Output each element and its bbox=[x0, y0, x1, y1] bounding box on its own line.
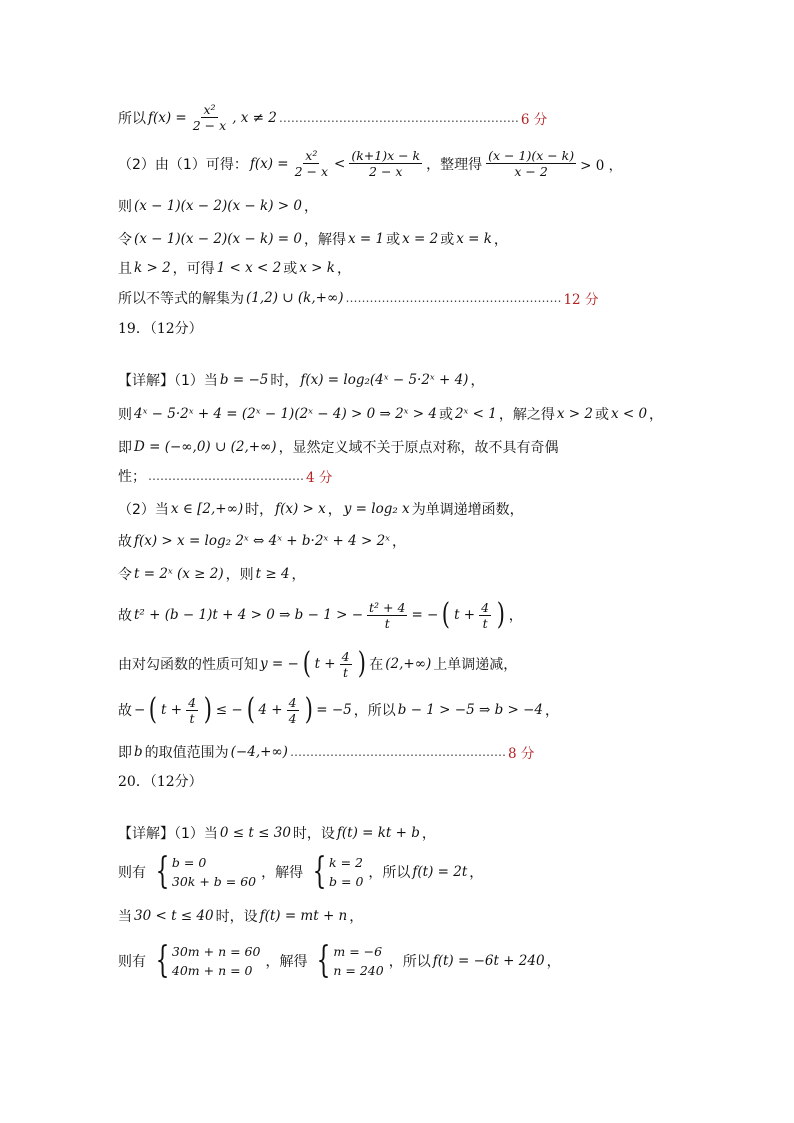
text: 则 bbox=[118, 199, 132, 215]
text: ，解得 bbox=[261, 865, 304, 881]
leader-dots: ……………………………………………… bbox=[289, 745, 506, 759]
text: ， bbox=[469, 865, 484, 881]
solution-line-11 bbox=[118, 466, 332, 486]
math: b = −5 bbox=[219, 372, 269, 388]
text: 即 bbox=[118, 745, 132, 761]
solution-line-8 bbox=[118, 370, 484, 390]
text: ， bbox=[545, 703, 560, 719]
math: (2,+∞) bbox=[385, 656, 432, 672]
text: 或 bbox=[386, 232, 401, 248]
equation-system: { m = −6 n = 240 bbox=[317, 940, 384, 981]
text: 或 bbox=[594, 407, 609, 423]
math: t = 2ˣ (x ≥ 2) bbox=[134, 566, 224, 582]
text: 故 bbox=[118, 608, 132, 624]
open-paren: ( bbox=[246, 692, 255, 727]
question-19-heading bbox=[118, 318, 203, 338]
solution-line-10 bbox=[118, 437, 559, 457]
math: 2ˣ < 1 bbox=[454, 406, 497, 422]
text: 的取值范围为 bbox=[144, 745, 229, 761]
score-label: 12 分 bbox=[563, 292, 599, 308]
math: f(x) > x = log₂ 2ˣ ⇔ 4ˣ + b·2ˣ + 4 > 2ˣ bbox=[134, 533, 390, 549]
solution-line-17 bbox=[118, 693, 559, 727]
text: ， bbox=[508, 608, 523, 624]
solution-line-4 bbox=[118, 229, 508, 249]
open-paren: ( bbox=[149, 692, 158, 727]
math: (x − 1)(x − 2)(x − k) > 0 bbox=[134, 198, 302, 214]
text: 或 bbox=[438, 407, 453, 423]
text: （2）当 bbox=[118, 502, 169, 518]
text: ，则 bbox=[225, 567, 254, 583]
solution-line-1 bbox=[118, 102, 547, 133]
solution-line-23 bbox=[118, 941, 561, 981]
math: f(x) > x bbox=[275, 501, 326, 517]
solution-line-16 bbox=[118, 647, 517, 681]
math: 4 + bbox=[258, 702, 283, 718]
math: y = − bbox=[260, 656, 299, 672]
text: 时， bbox=[270, 373, 299, 389]
math: x = 2 bbox=[402, 231, 439, 247]
math: x = k bbox=[456, 231, 492, 247]
math: x > k bbox=[299, 260, 335, 276]
text: ， bbox=[493, 232, 508, 248]
fraction: $\frac{\text{t² + 4}}{t}$ bbox=[369, 599, 406, 631]
text: ， bbox=[349, 909, 364, 925]
text: 故 bbox=[118, 534, 132, 550]
score-label: 8 分 bbox=[507, 746, 535, 762]
text: ，所以 bbox=[368, 865, 411, 881]
text: 为单调递增函数， bbox=[411, 502, 524, 518]
close-paren: ) bbox=[304, 692, 313, 727]
math: 1 < x < 2 bbox=[216, 260, 282, 276]
text: （2）由（1）可得： bbox=[118, 156, 248, 173]
math: < bbox=[334, 155, 346, 172]
math: x ∈ [2,+∞) bbox=[170, 501, 244, 517]
text: 所以不等式的解集为 bbox=[118, 291, 244, 307]
text: ，整理得 bbox=[426, 156, 483, 173]
math: f(x) = log₂(4ˣ − 5·2ˣ + 4) bbox=[300, 372, 469, 388]
leader-dots: ………………………………… bbox=[148, 469, 304, 483]
math: (x − 1)(x − 2)(x − k) = 0 bbox=[134, 231, 302, 247]
fraction: $\frac{4}{t}$ bbox=[481, 599, 490, 631]
math: f(t) = −6t + 240 bbox=[432, 953, 545, 969]
text: 时，设 bbox=[215, 909, 258, 925]
text: 当 bbox=[118, 909, 132, 925]
text: ，解得 bbox=[265, 954, 308, 970]
math: f(x) = bbox=[249, 155, 289, 172]
question-20-heading bbox=[118, 771, 203, 791]
text: 即 bbox=[118, 440, 132, 456]
text: ， bbox=[291, 567, 306, 583]
math: x = 1 bbox=[347, 231, 385, 247]
close-paren: ) bbox=[203, 692, 212, 727]
text: ， bbox=[303, 199, 318, 215]
fraction: $\frac{4}{t}$ bbox=[341, 648, 350, 680]
text: 令 bbox=[118, 232, 132, 248]
solution-line-2 bbox=[118, 148, 622, 179]
math: t² + (b − 1)t + 4 > 0 ⇒ b − 1 > − bbox=[134, 607, 364, 623]
open-paren: ( bbox=[302, 646, 311, 681]
text: 或 bbox=[440, 232, 455, 248]
open-paren: ( bbox=[442, 597, 451, 632]
text: ，所以 bbox=[388, 954, 431, 970]
text: 或 bbox=[283, 261, 298, 277]
math: t ≥ 4 bbox=[255, 566, 290, 582]
left-brace: { bbox=[155, 851, 170, 892]
math: (−4,+∞) bbox=[230, 744, 288, 760]
score-label: 4 分 bbox=[306, 470, 333, 486]
text: 时， bbox=[245, 502, 274, 518]
solution-line-13 bbox=[118, 531, 406, 551]
math: ≤ − bbox=[215, 702, 243, 718]
math: 0 ≤ t ≤ 30 bbox=[219, 825, 291, 841]
solution-line-12 bbox=[118, 499, 524, 519]
math: f(t) = 2t bbox=[412, 864, 468, 880]
solution-line-18 bbox=[118, 742, 534, 762]
text: 所以 bbox=[118, 110, 146, 127]
leader-dots: …………………………………………………… bbox=[278, 110, 519, 125]
text: ，显然定义域不关于原点对称，故不具有奇偶 bbox=[278, 440, 559, 456]
math: t + bbox=[161, 702, 183, 718]
text: 则有 bbox=[118, 954, 146, 970]
math: x > 2 bbox=[556, 406, 593, 422]
left-brace: { bbox=[155, 940, 170, 981]
math: , x ≠ 2 bbox=[232, 109, 277, 126]
question-label: 20．（12分） bbox=[118, 774, 203, 790]
text: ，解之得 bbox=[498, 407, 555, 423]
fraction: $\frac{4}{4}$ bbox=[288, 694, 297, 726]
fraction: $\frac{(x - 1)(x - k)}{x - 2}$ bbox=[488, 148, 575, 179]
text: 【详解】（1）当 bbox=[118, 373, 218, 389]
solution-line-14 bbox=[118, 564, 306, 584]
math: f(t) = mt + n bbox=[259, 908, 348, 924]
close-paren: ) bbox=[496, 597, 506, 632]
text: ， bbox=[327, 502, 342, 518]
question-label: 19．（12分） bbox=[118, 321, 203, 337]
text: ， bbox=[649, 407, 664, 423]
math: 4ˣ − 5·2ˣ + 4 = (2ˣ − 1)(2ˣ − 4) > 0 ⇒ 2ˣ > 4 bbox=[134, 406, 437, 422]
text: ，可得 bbox=[172, 261, 215, 277]
text: ， bbox=[470, 373, 485, 389]
text: 则有 bbox=[118, 865, 146, 881]
text: ， bbox=[391, 534, 406, 550]
solution-line-20 bbox=[118, 823, 436, 843]
math: t + bbox=[454, 607, 476, 623]
text: 令 bbox=[118, 567, 132, 583]
left-brace: { bbox=[312, 851, 327, 892]
math: f(t) = kt + b bbox=[336, 825, 420, 841]
text: ，所以 bbox=[353, 703, 396, 719]
equation-system: { k = 2 b = 0 bbox=[312, 851, 364, 892]
math: x < 0 bbox=[610, 406, 648, 422]
text: 则 bbox=[118, 407, 132, 423]
text: 上单调递减， bbox=[433, 657, 518, 673]
math: = −5 bbox=[316, 702, 352, 718]
leader-dots: ……………………………………………… bbox=[345, 291, 562, 305]
math: b − 1 > −5 ⇒ b > −4 bbox=[397, 702, 544, 718]
solution-line-9 bbox=[118, 404, 663, 424]
text: 由对勾函数的性质可知 bbox=[118, 657, 258, 673]
text: 时，设 bbox=[292, 826, 335, 842]
fraction: $\frac{\text{x²}}{2 - x}$ bbox=[192, 102, 227, 133]
math: D = (−∞,0) ∪ (2,+∞) bbox=[134, 439, 277, 455]
equation-system: { b = 0 30k + b = 60 bbox=[155, 851, 257, 892]
solution-line-22 bbox=[118, 906, 363, 926]
text: ， bbox=[336, 261, 351, 277]
text: 且 bbox=[118, 261, 132, 277]
solution-line-3 bbox=[118, 196, 318, 216]
math: y = log₂ x bbox=[343, 501, 410, 517]
fraction: $\frac{\text{x²}}{2 - x}$ bbox=[294, 148, 329, 179]
solution-line-21 bbox=[118, 852, 483, 892]
math: b bbox=[134, 744, 143, 760]
text: 故 bbox=[118, 703, 132, 719]
text: ， bbox=[421, 826, 436, 842]
math: > 0 ， bbox=[580, 157, 623, 174]
solution-line-6 bbox=[118, 288, 598, 308]
text: ，解得 bbox=[303, 232, 346, 248]
equation-system: { 30m + n = 60 40m + n = 0 bbox=[155, 940, 261, 981]
fraction: $\frac{4}{t}$ bbox=[188, 694, 197, 726]
solution-line-5 bbox=[118, 258, 351, 278]
math: = − bbox=[411, 607, 439, 623]
math: k > 2 bbox=[134, 260, 171, 276]
text: 【详解】（1）当 bbox=[118, 826, 218, 842]
score-label: 6 分 bbox=[520, 111, 548, 128]
math: 30 < t ≤ 40 bbox=[134, 908, 214, 924]
text: ， bbox=[546, 954, 561, 970]
text: 在 bbox=[369, 657, 384, 673]
math: f(x) = bbox=[148, 109, 187, 126]
fraction: $\frac{(k+1)x - k}{2 - x}$ bbox=[351, 148, 421, 179]
solution-line-15 bbox=[118, 598, 523, 632]
math: t + bbox=[314, 656, 336, 672]
close-paren: ) bbox=[357, 646, 366, 681]
math: (1,2) ∪ (k,+∞) bbox=[246, 290, 344, 306]
math: − bbox=[134, 702, 146, 718]
text: 性； bbox=[118, 469, 146, 485]
left-brace: { bbox=[317, 940, 331, 981]
